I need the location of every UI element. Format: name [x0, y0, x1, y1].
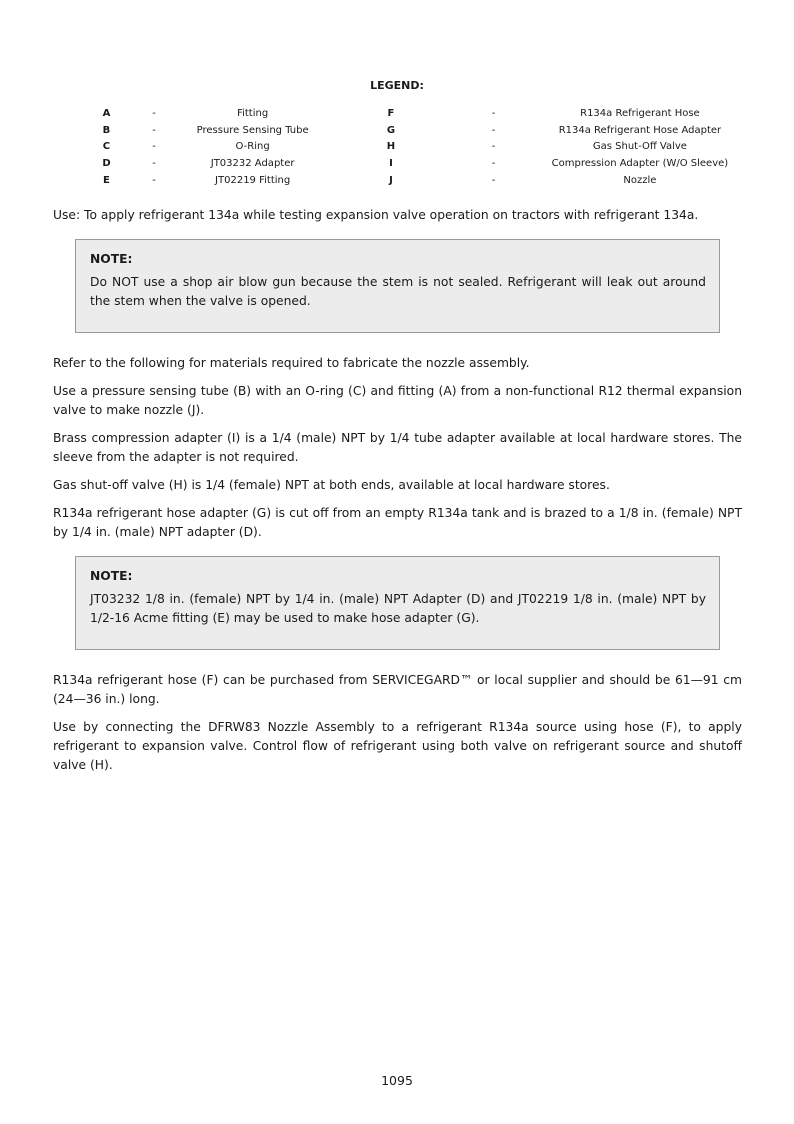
legend-description: R134a Refrigerant Hose Adapter: [558, 124, 722, 136]
legend-key: D: [102, 158, 111, 170]
note-text: JT03232 1/8 in. (female) NPT by 1/4 in. (male) NPT Adapter (D) and JT02219 1/8 in. (male) NPT by 1/2-16 Acme fitting (E) may be used to make hose adapter (G).: [90, 592, 706, 625]
legend-row: [0, 105, 794, 122]
legend-description: R134a Refrigerant Hose: [580, 107, 700, 119]
legend-description: JT02219 Fitting: [215, 175, 291, 187]
legend-key: J: [389, 175, 393, 187]
legend-row: [0, 139, 794, 156]
note-title: NOTE:: [90, 569, 133, 583]
legend-description: JT03232 Adapter: [210, 158, 295, 170]
use-paragraph: Use: To apply refrigerant 134a while testing expansion valve operation on tractors with refrigerant 134a.: [53, 208, 699, 222]
body-paragraph: Use by connecting the DFRW83 Nozzle Assembly to a refrigerant R134a source using hose (F), to apply refrigerant to expansion valve. Control flow of refrigerant using both valve on refrigerant source and shutoff valve (H).: [53, 720, 742, 772]
legend-separator: -: [152, 141, 156, 153]
legend-separator: -: [491, 124, 496, 136]
body-paragraph: Gas shut-off valve (H) is 1/4 (female) NPT at both ends, available at local hardware stores.: [53, 478, 610, 492]
legend-key: B: [102, 124, 111, 136]
legend-key: I: [389, 158, 393, 170]
note-text: Do NOT use a shop air blow gun because the stem is not sealed. Refrigerant will leak out around the stem when the valve is opened.: [90, 275, 706, 308]
legend-description: Gas Shut-Off Valve: [592, 141, 687, 153]
body-paragraph: Use a pressure sensing tube (B) with an O-ring (C) and fitting (A) from a non-functional R12 thermal expansion valve to make nozzle (J).: [53, 384, 742, 417]
legend-row: [0, 172, 794, 189]
body-paragraph: Refer to the following for materials required to fabricate the nozzle assembly.: [53, 356, 530, 370]
legend-key: E: [103, 175, 110, 187]
note-title: NOTE:: [90, 252, 133, 266]
body-paragraph: R134a refrigerant hose (F) can be purchased from SERVICEGARD™ or local supplier and should be 61—91 cm (24—36 in.) long.: [53, 673, 742, 706]
body-paragraph: R134a refrigerant hose adapter (G) is cut off from an empty R134a tank and is brazed to a 1/8 in. (female) NPT by 1/4 in. (male) NPT adapter (D).: [53, 506, 742, 539]
legend-description: Nozzle: [623, 175, 657, 187]
legend-key: C: [102, 141, 111, 153]
legend-separator: -: [491, 158, 496, 170]
legend-separator: -: [491, 175, 496, 187]
legend-separator: -: [491, 141, 496, 153]
legend-row: [0, 122, 794, 139]
legend-description: Pressure Sensing Tube: [196, 124, 309, 136]
legend-title: LEGEND:: [370, 79, 424, 92]
note-box: [75, 239, 720, 333]
legend-separator: -: [152, 175, 156, 187]
legend-separator: -: [152, 124, 156, 136]
legend-key: F: [387, 107, 395, 119]
page-number: 1095: [381, 1073, 413, 1088]
legend-description: O-Ring: [235, 141, 270, 153]
legend-description: Fitting: [237, 107, 269, 119]
body-paragraph: Brass compression adapter (I) is a 1/4 (male) NPT by 1/4 tube adapter available at local hardware stores. The sleeve from the adapter is not required.: [53, 431, 742, 464]
legend-separator: -: [491, 107, 496, 119]
legend-description: Compression Adapter (W/O Sleeve): [551, 158, 729, 170]
legend-separator: -: [152, 107, 156, 119]
legend-row: [0, 155, 794, 172]
legend-key: G: [386, 124, 396, 136]
note-box: [75, 556, 720, 650]
document-body: [53, 206, 742, 784]
legend-key: H: [386, 141, 396, 153]
legend-table: [0, 105, 794, 189]
legend-key: A: [102, 107, 111, 119]
legend-separator: -: [152, 158, 156, 170]
